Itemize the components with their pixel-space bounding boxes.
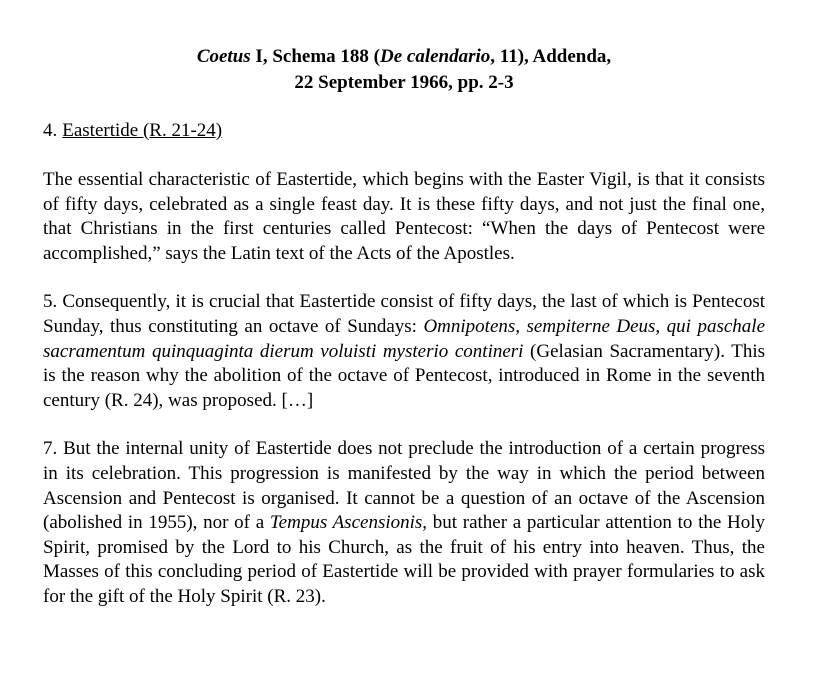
- paragraph-3-start: 7. But the internal unity of Eastertide does not preclude the introduction of a certain progress in its celebration. This progression is manifested by the way in which the period between Ascension and Pentecost is organised. It cannot be a question of an octave of the Ascension (abolished in 1955), nor of a: [43, 438, 765, 534]
- title-schema-text: I, Schema 188 (: [250, 46, 380, 67]
- title-line-2: 22 September 1966, pp. 2-3: [294, 72, 514, 93]
- document-page: [43, 0, 765, 610]
- paragraph-3: [43, 437, 765, 609]
- title-addenda-text: , 11), Addenda,: [490, 46, 612, 67]
- section-label: Eastertide (R. 21-24): [62, 120, 223, 141]
- paragraph-2-end: (Gelasian Sacramentary). This is the reason why the abolition of the octave of Pentecost, introduced in Rome in the seventh century (R. 24), was proposed. […]: [43, 340, 765, 411]
- title-line-1: [43, 44, 765, 70]
- title-italic-coetus: Coetus: [196, 46, 251, 67]
- paragraph-3-latin-term: Tempus Ascensionis: [269, 512, 423, 534]
- paragraph-2-latin-quote: Omnipotens, sempiterne Deus, qui paschale sacramentum quinquaginta dierum voluisti mysterio contineri: [43, 315, 766, 362]
- paragraph-3-end: , but rather a particular attention to the Holy Spirit, promised by the Lord to his Church, as the fruit of his entry into heaven. Thus, the Masses of this concluding period of Eastertide will be provided with prayer formularies to ask for the gift of the Holy Spirit (R. 23).: [43, 512, 765, 607]
- section-number: 4.: [43, 120, 58, 141]
- paragraph-1: The essential characteristic of Eastertide, which begins with the Easter Vigil, is that it consists of fifty days, celebrated as a single feast day. It is these fifty days, and not just the final one, that Christians in the first centuries called Pentecost: “When the days of Pentecost were accomplished,” says the Latin text of the Acts of the Apostles.: [43, 169, 765, 264]
- section-heading: [43, 118, 765, 144]
- paragraph-2-start: 5. Consequently, it is crucial that Eastertide consist of fifty days, the last of which is Pentecost Sunday, thus constituting an octave of Sundays:: [43, 291, 765, 337]
- paragraph-2: [43, 290, 765, 413]
- document-title: [43, 44, 765, 96]
- title-italic-de-calendario: De calendario: [379, 46, 491, 67]
